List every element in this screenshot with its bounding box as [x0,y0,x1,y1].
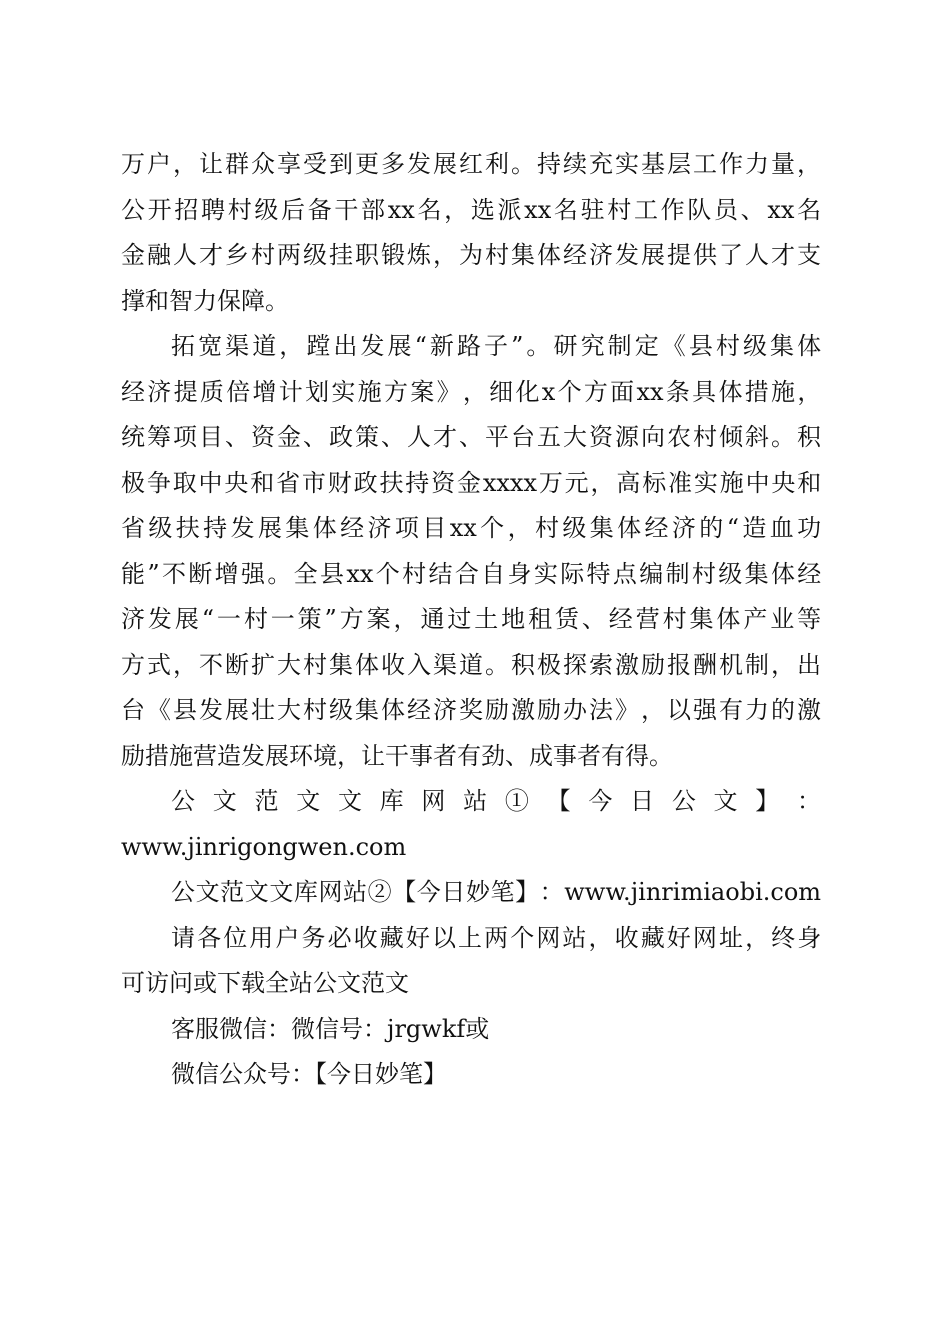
text-line: 经济提质倍增计划实施方案》，细化x个方面xx条具体措施， [121,377,821,406]
text-line: 济发展“一村一策”方案，通过土地租赁、经营村集体产业等 [121,605,821,633]
text-line: 励措施营造发展环境，让干事者有劲、成事者有得。 [121,741,673,770]
text-line: 万户，让群众享受到更多发展红利。持续充实基层工作力量， [121,150,821,178]
text-line: 金融人才乡村两级挂职锻炼，为村集体经济发展提供了人才支 [121,241,821,269]
text-line: 可访问或下载全站公文范文 [121,969,409,997]
text-line: 台《县发展壮大村级集体经济奖励激励办法》，以强有力的激 [121,696,821,724]
text-line: 客服微信：微信号：jrgwkf或 [171,1014,490,1043]
text-line: 省级扶持发展集体经济项目xx个，村级集体经济的“造血功 [121,514,821,542]
paragraph-broaden-channels [121,324,821,779]
paragraph-official-account [121,1052,821,1098]
text-line: 统筹项目、资金、政策、人才、平台五大资源向农村倾斜。积 [121,423,821,451]
paragraph-customer-wechat [121,1007,821,1053]
text-line: 微信公众号：【今日妙笔】 [171,1060,447,1088]
paragraph-website-2 [121,870,821,916]
text-line: 公文范文文库网站①【今日公文】： [171,787,821,815]
paragraph-talent-support [121,142,821,324]
text-line: 公开招聘村级后备干部xx名，选派xx名驻村工作队员、xx名 [121,195,821,224]
paragraph-website-1 [121,779,821,870]
text-line: 公文范文文库网站②【今日妙笔】：www.jinrimiaobi.com [171,878,821,906]
text-line: 能”不断增强。全县xx个村结合自身实际特点编制村级集体经 [121,559,821,588]
text-line: 请各位用户务必收藏好以上两个网站，收藏好网址，终身 [171,923,821,952]
paragraph-bookmark-notice [121,916,821,1007]
text-line: 方式，不断扩大村集体收入渠道。积极探索激励报酬机制，出 [121,650,821,679]
document-page [121,142,821,1098]
text-line: 撑和智力保障。 [121,286,289,315]
text-line: 拓宽渠道，蹚出发展“新路子”。研究制定《县村级集体 [171,332,821,360]
website-1-url: www.jinrigongwen.com [121,832,407,861]
text-line: 极争取中央和省市财政扶持资金xxxx万元，高标准实施中央和 [121,468,821,497]
